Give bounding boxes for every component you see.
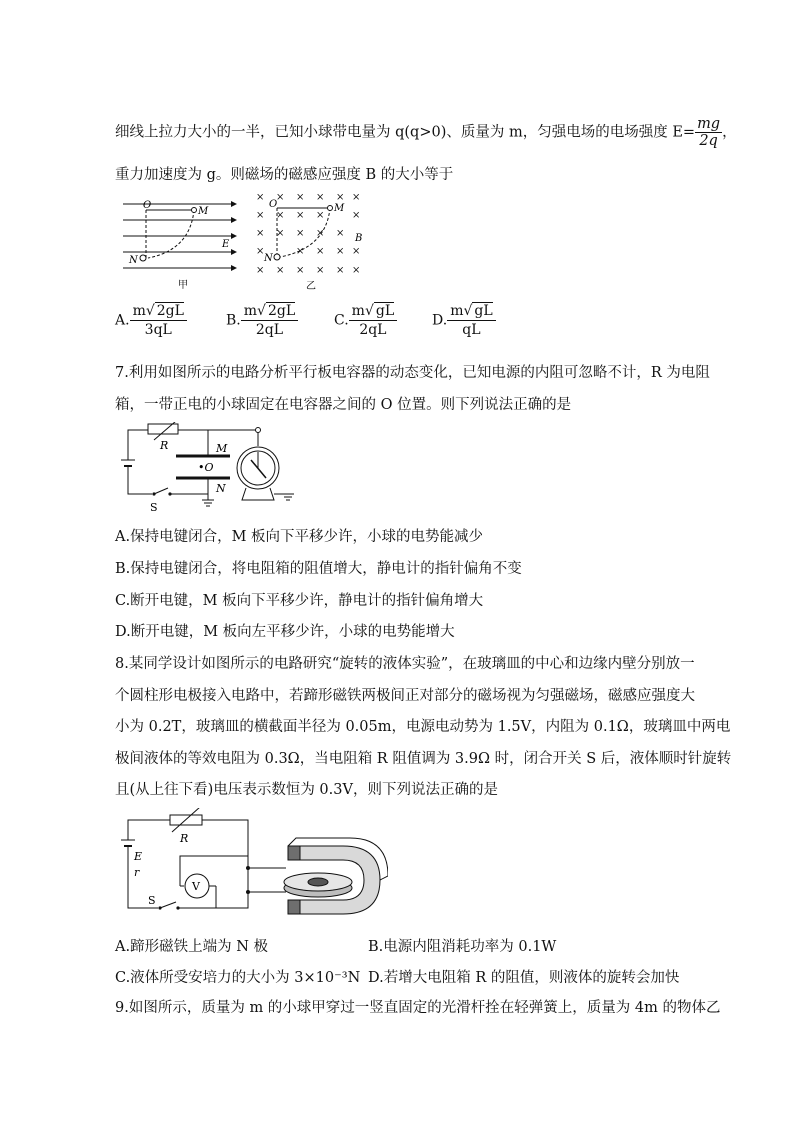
option-letter: C.: [334, 312, 349, 329]
field-strength-fraction: [695, 116, 722, 149]
option-letter: D.: [432, 312, 448, 329]
svg-text:×: ×: [276, 192, 285, 203]
svg-text:×: ×: [296, 265, 305, 276]
label-m: M: [334, 203, 345, 214]
q8-option-d: D.若增大电阻箱 R 的阻值，则液体的旋转会加快: [368, 970, 680, 986]
svg-text:×: ×: [296, 192, 305, 203]
svg-text:×: ×: [316, 265, 325, 276]
label-o: O: [143, 200, 152, 211]
option-letter: A.: [115, 312, 130, 329]
svg-text:×: ×: [336, 192, 345, 203]
svg-text:×: ×: [276, 210, 285, 221]
svg-text:×: ×: [316, 228, 325, 239]
q6-text-post: ，: [722, 124, 737, 141]
label-o: O: [269, 199, 278, 210]
label-m: M: [216, 442, 228, 455]
option-radicand: gL: [375, 303, 395, 319]
label-r: R: [180, 832, 189, 845]
q7-option-c: C.断开电键，M 板向下平移少许，静电计的指针偏角增大: [115, 593, 484, 609]
option-den: 2qL: [255, 322, 284, 338]
svg-text:×: ×: [336, 228, 345, 239]
label-r: R: [160, 439, 169, 452]
figure-rotating-liquid-circuit: [118, 808, 388, 926]
svg-text:×: ×: [352, 265, 361, 276]
q6-option-a: [115, 302, 187, 339]
q8-option-b: B.电源内阻消耗功率为 0.1W: [368, 939, 557, 955]
figure-electric-field: [118, 192, 248, 292]
option-letter: B.: [226, 312, 241, 329]
label-n: N: [129, 255, 138, 266]
svg-text:×: ×: [316, 192, 325, 203]
q8-option-a: A.蹄形磁铁上端为 N 极: [115, 939, 268, 955]
label-b: B: [355, 233, 363, 244]
q9-stem-1: 9.如图所示，质量为 m 的小球甲穿过一竖直固定的光滑杆拴在轻弹簧上，质量为 4m 的物体乙: [115, 1000, 721, 1016]
svg-text:×: ×: [256, 192, 265, 203]
q7-option-a: A.保持电键闭合，M 板向下平移少许，小球的电势能减少: [115, 529, 484, 545]
option-radicand: 2gL: [267, 303, 296, 319]
svg-text:×: ×: [256, 246, 265, 257]
q8-option-c: C.液体所受安培力的大小为 3×10⁻³N: [115, 970, 361, 986]
svg-text:×: ×: [276, 265, 285, 276]
q6-line-2: 重力加速度为 g。则磁场的磁感应强度 B 的大小等于: [115, 167, 454, 183]
svg-text:×: ×: [256, 228, 265, 239]
q8-stem-2: 个圆柱形电极接入电路中，若蹄形磁铁两极间正对部分的磁场视为匀强磁场，磁感应强度大: [115, 688, 695, 704]
q8-stem-3: 小为 0.2T，玻璃皿的横截面半径为 0.05m，电源电动势为 1.5V，内阻为 0.1Ω，玻璃皿中两电: [115, 719, 731, 735]
svg-text:×: ×: [256, 265, 265, 276]
q6-text-pre: 细线上拉力大小的一半，已知小球带电量为 q(q>0)、质量为 m，匀强电场的电场强度 E=: [115, 124, 696, 141]
svg-text:×: ×: [352, 210, 361, 221]
q6-line-1: [115, 116, 737, 149]
svg-text:×: ×: [296, 210, 305, 221]
option-den: qL: [462, 322, 481, 338]
label-n: N: [216, 482, 226, 495]
label-e: E: [222, 239, 230, 250]
svg-text:×: ×: [316, 246, 325, 257]
voltmeter-label: V: [192, 880, 200, 893]
option-den: 3qL: [144, 322, 172, 338]
option-num-pre: m: [450, 303, 464, 319]
label-s: S: [150, 501, 158, 514]
option-num-pre: m: [132, 303, 146, 319]
label-m: M: [198, 206, 209, 217]
q8-stem-5: 且(从上往下看)电压表示数恒为 0.3V，则下列说法正确的是: [115, 782, 498, 798]
svg-text:×: ×: [336, 246, 345, 257]
svg-text:×: ×: [256, 210, 265, 221]
svg-text:×: ×: [352, 192, 361, 203]
svg-text:×: ×: [336, 265, 345, 276]
q7-option-d: D.断开电键，M 板向左平移少许，小球的电势能增大: [115, 624, 455, 640]
q8-stem-1: 8.某同学设计如图所示的电路研究“旋转的液体实验”，在玻璃皿的中心和边缘内壁分别放一: [115, 656, 695, 672]
caption-jia: 甲: [178, 280, 188, 291]
svg-text:×: ×: [276, 228, 285, 239]
option-num-pre: m: [351, 303, 365, 319]
label-s: S: [148, 894, 156, 907]
svg-text:×: ×: [352, 246, 361, 257]
svg-text:×: ×: [296, 228, 305, 239]
option-fraction: $\frac{m√ 2gL}{2qL}$: [241, 302, 298, 339]
caption-yi: 乙: [306, 281, 316, 292]
q7-option-b: B.保持电键闭合，将电阻箱的阻值增大，静电计的指针偏角不变: [115, 561, 522, 577]
fraction-denominator: 2q: [699, 133, 718, 149]
q7-stem-2: 箱，一带正电的小球固定在电容器之间的 O 位置。则下列说法正确的是: [115, 397, 572, 413]
option-radicand: gL: [474, 303, 493, 319]
q6-option-d: [432, 302, 496, 339]
q6-option-b: [226, 302, 298, 339]
option-radicand: 2gL: [156, 303, 184, 319]
svg-text:×: ×: [296, 246, 305, 257]
label-r-internal: r: [134, 866, 140, 879]
q8-stem-4: 极间液体的等效电阻为 0.3Ω，当电阻箱 R 阻值调为 3.9Ω 时，闭合开关 S 后，液体顺时针旋转: [115, 751, 732, 767]
figure-magnetic-field: [252, 190, 372, 292]
label-n: N: [264, 253, 273, 264]
label-o: •O: [198, 461, 214, 474]
q6-option-c: [334, 302, 397, 339]
option-num-pre: m: [243, 303, 258, 319]
option-den: 2qL: [359, 322, 387, 338]
label-e: E: [134, 850, 143, 863]
option-fraction: $\frac{m√ 2gL}{3qL}$: [130, 302, 187, 339]
option-fraction: $\frac{m√ gL}{qL}$: [447, 302, 495, 339]
fraction-numerator: mg: [697, 116, 721, 132]
figure-capacitor-circuit: [118, 422, 298, 514]
svg-text:×: ×: [316, 210, 325, 221]
option-fraction: $\frac{m√ gL}{2qL}$: [349, 302, 397, 339]
q7-stem-1: 7.利用如图所示的电路分析平行板电容器的动态变化，已知电源的内阻可忽略不计，R 为电阻: [115, 365, 710, 381]
